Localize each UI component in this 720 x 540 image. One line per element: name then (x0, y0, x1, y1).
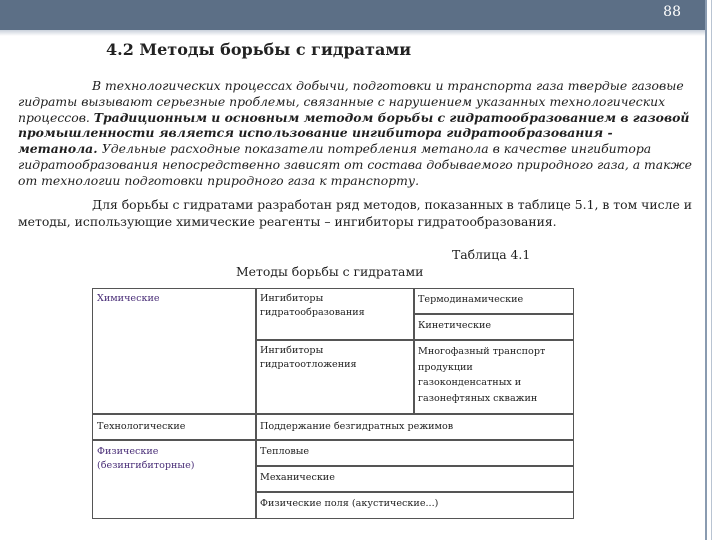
page-number: 88 (663, 4, 681, 20)
physical-fields-label: Физические поля (акустические...) (260, 498, 439, 509)
thermodynamic-label: Термодинамические (418, 294, 524, 305)
paragraph2-text: Для борьбы с гидратами разработан ряд методов, показанных в таблице 5.1, в том числе и методы, использующие химические реагенты – ингибиторы гидратообразования. (18, 197, 692, 229)
paragraph1-part2: Удельные расходные показатели потребления метанола в качестве ингибитора гидратообразования непосредственно зависят от состава добываемого природного газа, а также от технологии подготовки природного газа к транспорту. (18, 141, 693, 188)
deposit-inhibitors-label: Ингибиторы гидратоотложения (260, 345, 357, 370)
technological-label: Технологические (97, 421, 186, 432)
thermal-label: Тепловые (260, 446, 310, 457)
right-border-line (705, 0, 707, 540)
right-border-line-thin (711, 0, 712, 540)
chemical-label: Химические (97, 293, 160, 304)
paragraph1-bold: Традиционным и основным методом борьбы с гидратообразованием в газовой промышленности является использование ингибитора гидратообразования - метанола. (18, 109, 690, 157)
hydrate-inhibitors-label: Ингибиторы гидратообразования (260, 293, 365, 318)
paragraph-methods (18, 196, 694, 230)
table-label: Таблица 4.1 (452, 247, 531, 262)
top-bar (0, 0, 705, 30)
multiphase-label: Многофазный транспорт продукции газоконденсатных и газонефтяных скважин (418, 346, 546, 404)
chemical-box (92, 288, 256, 414)
table-caption: Методы борьбы с гидратами (236, 264, 424, 279)
top-bar-shadow (0, 30, 705, 36)
non-hydrate-modes-label: Поддержание безгидратных режимов (260, 421, 454, 432)
methods-table (92, 288, 574, 519)
kinetic-label: Кинетические (418, 320, 492, 331)
section-heading: 4.2 Методы борьбы с гидратами (106, 40, 412, 59)
mechanical-label: Механические (260, 472, 335, 483)
physical-label: Физические (безингибиторные) (97, 446, 195, 471)
paragraph-hydrates (18, 78, 694, 189)
paragraph1-part1: В технологических процессах добычи, подготовки и транспорта газа твердые газовые гидраты вызывают серьезные проблемы, связанные с нарушением указанных технологических процессов. (18, 78, 684, 125)
